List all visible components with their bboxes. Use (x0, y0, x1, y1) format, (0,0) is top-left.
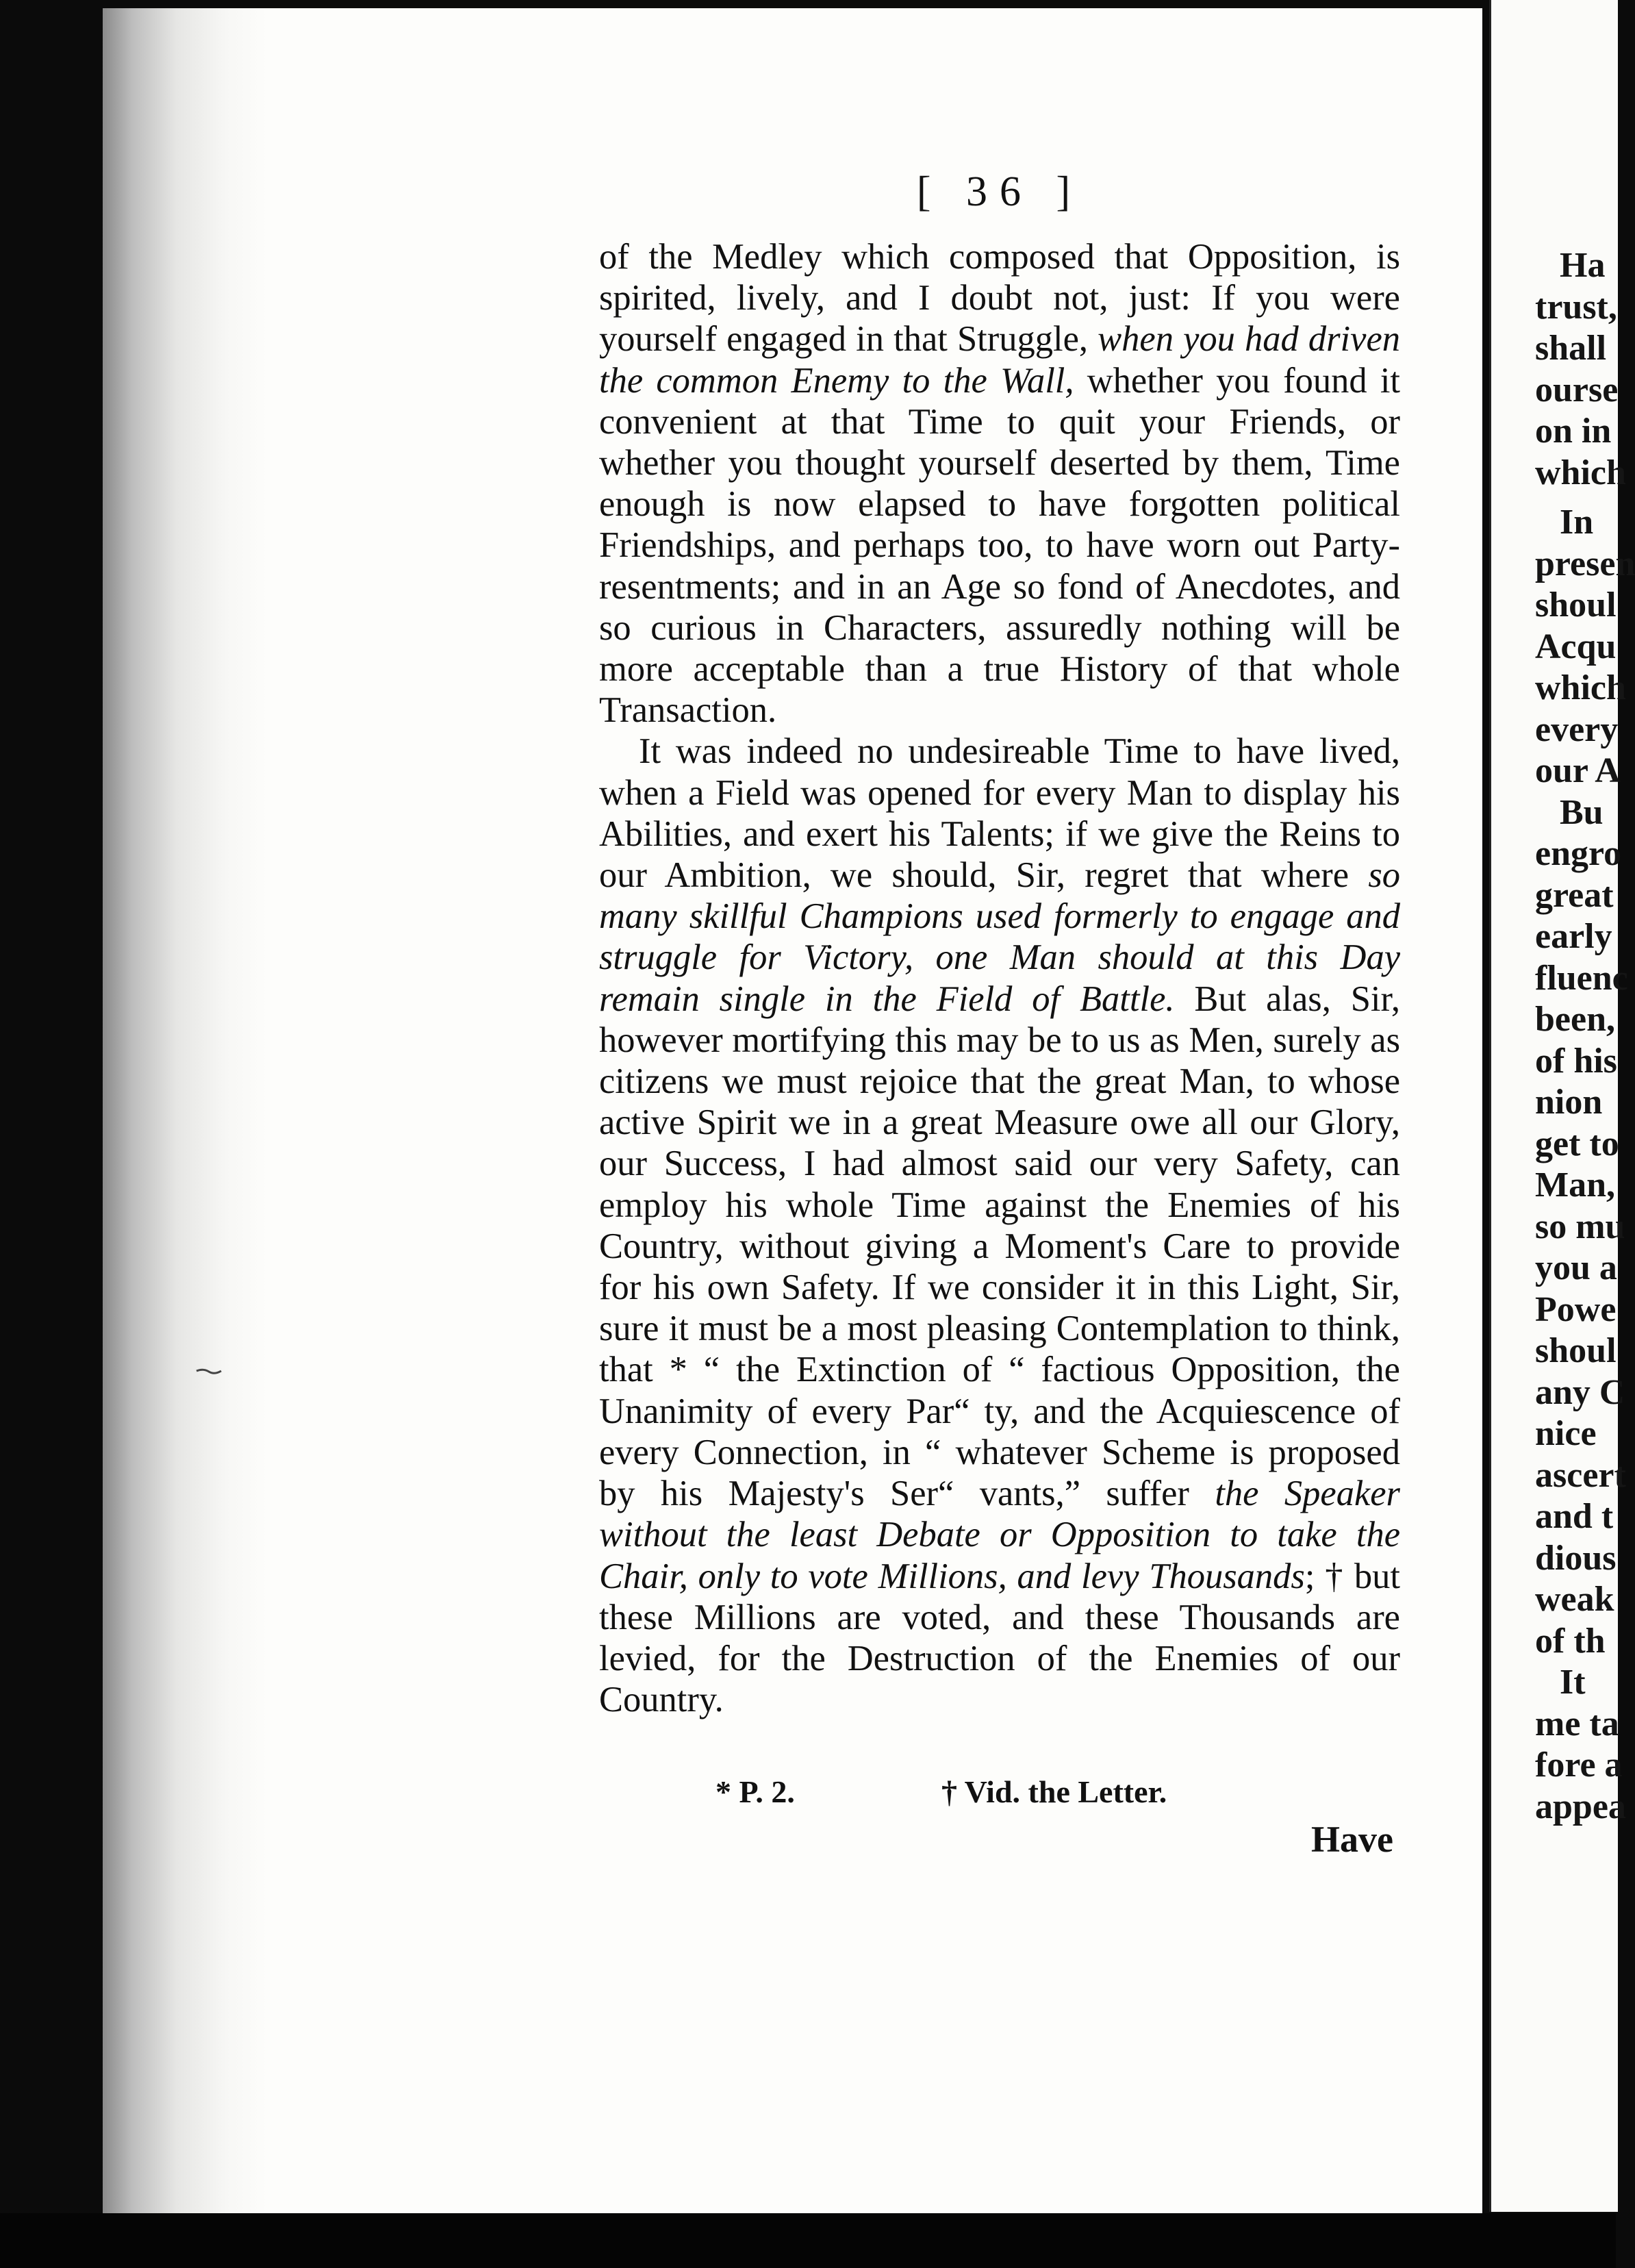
footnote-first: * P. 2. (715, 1774, 795, 1809)
facing-page-line (1535, 494, 1616, 502)
facing-page-line: any C (1535, 1372, 1625, 1412)
facing-page-line: appea (1535, 1787, 1626, 1826)
facing-page-text (1535, 245, 1635, 1828)
facing-page-line: early (1535, 917, 1612, 956)
facing-page-line: engro (1535, 834, 1622, 873)
facing-page-line: of th (1535, 1621, 1606, 1661)
facing-page-line: It (1560, 1663, 1586, 1702)
facing-page-line: of his (1535, 1041, 1617, 1081)
page-number: [ 36 ] (916, 168, 1083, 215)
paragraph (599, 731, 1400, 1720)
italic-run: the Speaker without the least Debate or Opposition to take the Chair, only to vote Millions, and levy Thousands (599, 1474, 1400, 1596)
facing-page-line: fluenc (1535, 958, 1628, 998)
facing-page-line: trust, (1535, 287, 1617, 327)
margin-mark (195, 1366, 223, 1374)
paragraph (599, 236, 1400, 731)
italic-run: so many skillful Champions used formerly to engage and struggle for Victory, one Man should at this Day remain single in the Field of Battle. (599, 855, 1400, 1019)
body-text (599, 236, 1400, 1720)
facing-page-line: and t (1535, 1497, 1614, 1536)
facing-page-line: weak (1535, 1580, 1614, 1619)
text-run: But alas, Sir, however mortifying this may be to us as Men, surely as citizens we must rejoice that the great Man, to whose active Spirit we in a great Measure owe all our Glory, our Success, I had almost said our very Safety, can employ his whole Time against the Enemies of his Country, without giving a Moment's Care to provide for his own Safety. If we consider it in this Light, Sir, sure it must be a most pleasing Contemplation to think, that * “ the Extinction of “ factious Opposition, the Unanimity of every Par“ ty, and the Acquiescence of every Connection, in “ whatever Scheme is proposed by his Majesty's Ser“ vants,” suffer (599, 979, 1400, 1514)
facing-page-line: nice (1535, 1414, 1597, 1453)
facing-page-line: presen (1535, 544, 1635, 583)
footnote-second: † Vid. the Letter. (941, 1774, 1167, 1809)
facing-page-line: Man, (1535, 1166, 1615, 1205)
facing-page-line: so mu (1535, 1207, 1625, 1246)
facing-page-line: great (1535, 875, 1614, 915)
facing-page-line: on in (1535, 412, 1612, 451)
facing-page-line: Ha (1560, 246, 1606, 285)
catchword: Have (1311, 1819, 1393, 1860)
text-run: ; † but these Millions are voted, and these Thousands are levied, for the Destruction of the Enemies of our Country. (599, 1556, 1400, 1720)
facing-page-line: shoul (1535, 585, 1617, 625)
facing-page-line: been, (1535, 1000, 1615, 1039)
facing-page-line: In (1560, 503, 1594, 542)
facing-page-line: you a (1535, 1248, 1617, 1287)
italic-run: when you had driven the common Enemy to the Wall, (599, 319, 1400, 401)
facing-page-line: shoul (1535, 1331, 1617, 1370)
facing-page-line: me ta (1535, 1704, 1619, 1743)
text-run: whether you found it convenient at that Time to quit your Friends, or whether you thought yourself deserted by them, Time enough is now elapsed to have forgotten political Friendships, and perhaps too, to have worn out Party-resentments; and in an Age so fond of Anecdotes, and so curious in Characters, assuredly nothing will be more acceptable than a true History of that whole Transaction. (599, 360, 1400, 731)
facing-page-line: which (1535, 668, 1626, 707)
facing-page-line: our A (1535, 751, 1621, 790)
facing-page-line: shall (1535, 329, 1607, 368)
text-run: It was indeed no undesireable Time to have lived, when a Field was opened for every Man to display his Abilities, and exert his Talents; if we give the Reins to our Ambition, we should, Sir, regret that where (599, 731, 1400, 896)
facing-page-line: dious (1535, 1538, 1617, 1578)
facing-page-line: Powe (1535, 1289, 1617, 1329)
facing-page-line: ascert (1535, 1455, 1626, 1495)
book-binding-shadow (103, 8, 267, 2213)
facing-page-line: get to (1535, 1124, 1619, 1163)
facing-page-line: Acqu (1535, 627, 1617, 666)
facing-page-line: ourse (1535, 370, 1619, 410)
bottom-shadow (0, 2213, 1616, 2268)
facing-page-line: Bu (1560, 792, 1604, 832)
footnotes (715, 1774, 1208, 1815)
facing-page-line: fore a (1535, 1746, 1623, 1785)
facing-page-line: nion (1535, 1083, 1603, 1122)
text-run: of the Medley which composed that Opposition, is spirited, lively, and I doubt not, just: If you were yourself engaged in that Struggle, (599, 237, 1400, 360)
facing-page-line: which (1535, 453, 1626, 492)
facing-page-line: every (1535, 709, 1619, 749)
